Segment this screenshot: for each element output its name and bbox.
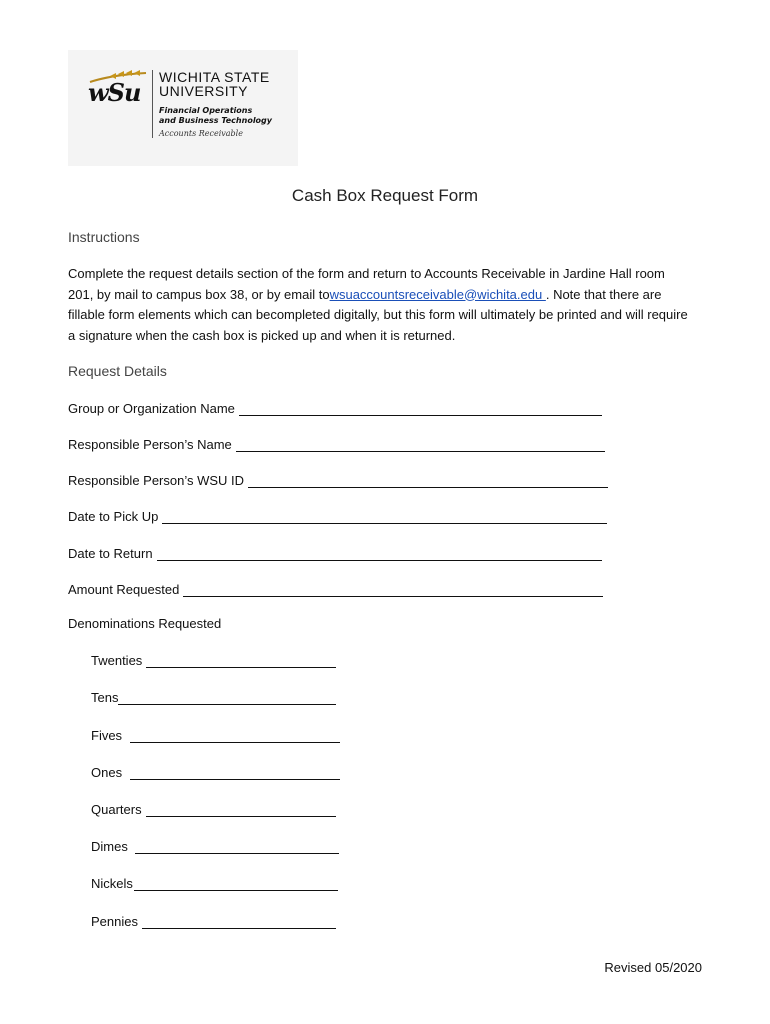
field-return-date: [68, 543, 602, 561]
field-group-name: [68, 398, 602, 416]
denom-quarters: [91, 799, 336, 817]
wsu-logo: [68, 50, 298, 166]
group-name-input[interactable]: [239, 401, 602, 416]
denom-dimes: [91, 836, 339, 854]
field-person-name: [68, 434, 605, 452]
denom-pennies: [91, 911, 336, 929]
department-line2: and Business Technology: [159, 116, 272, 125]
field-pickup-date: [68, 506, 607, 524]
denom-label: Twenties: [91, 653, 143, 668]
denom-tens: [91, 687, 336, 705]
nickels-input[interactable]: [134, 876, 338, 891]
denom-ones: [91, 762, 340, 780]
logo-text: [152, 70, 272, 138]
field-label: Date to Return: [68, 546, 153, 561]
return-date-input[interactable]: [157, 546, 602, 561]
denom-label: Nickels: [91, 876, 133, 891]
instructions-text-1: Complete the request details section of the form and return to Accounts Receivable in Jardine Hall room 201, by mail to campus box 38, or by email to: [68, 266, 665, 302]
email-link[interactable]: wsuaccountsreceivable@wichita.edu: [329, 286, 546, 302]
request-details-heading: Request Details: [68, 363, 167, 379]
wsu-id-input[interactable]: [248, 473, 608, 488]
quarters-input[interactable]: [146, 802, 336, 817]
twenties-input[interactable]: [146, 653, 336, 668]
fives-input[interactable]: [130, 728, 340, 743]
instructions-paragraph: [68, 264, 688, 346]
instructions-text-2: . Note that there are fillable form elements which can becompleted digitally, but this form will ultimately be printed and will require a signature when the cash box is picked up and when it is returned.: [68, 286, 688, 343]
person-name-input[interactable]: [236, 437, 605, 452]
amount-input[interactable]: [183, 582, 603, 597]
wsu-wordmark: wSu: [88, 78, 141, 107]
field-label: Date to Pick Up: [68, 509, 159, 524]
pickup-date-input[interactable]: [162, 509, 607, 524]
field-label: Responsible Person’s Name: [68, 437, 232, 452]
denom-label: Ones: [91, 765, 123, 780]
denom-label: Quarters: [91, 802, 142, 817]
denom-nickels: [91, 873, 338, 891]
field-amount: [68, 579, 603, 597]
university-name-line1: WICHITA STATE: [159, 69, 270, 85]
pennies-input[interactable]: [142, 914, 336, 929]
denom-label: Tens: [91, 690, 119, 705]
denom-twenties: [91, 650, 336, 668]
department-line1: Financial Operations: [159, 106, 253, 115]
field-wsu-id: [68, 470, 608, 488]
field-label: Responsible Person’s WSU ID: [68, 473, 245, 488]
page-title: Cash Box Request Form: [291, 186, 479, 205]
denom-label: Fives: [91, 728, 123, 743]
denom-label: Pennies: [91, 914, 138, 929]
denom-fives: [91, 725, 340, 743]
instructions-heading: Instructions: [68, 229, 140, 245]
department-line3: Accounts Receivable: [159, 129, 243, 138]
field-label: Amount Requested: [68, 582, 180, 597]
field-label: Group or Organization Name: [68, 401, 235, 416]
dimes-input[interactable]: [135, 839, 339, 854]
denom-label: Dimes: [91, 839, 128, 854]
tens-input[interactable]: [118, 690, 336, 705]
revision-date: Revised 05/2020: [604, 960, 702, 975]
university-name-line2: UNIVERSITY: [159, 83, 249, 99]
ones-input[interactable]: [130, 765, 340, 780]
denominations-heading: Denominations Requested: [68, 616, 222, 631]
